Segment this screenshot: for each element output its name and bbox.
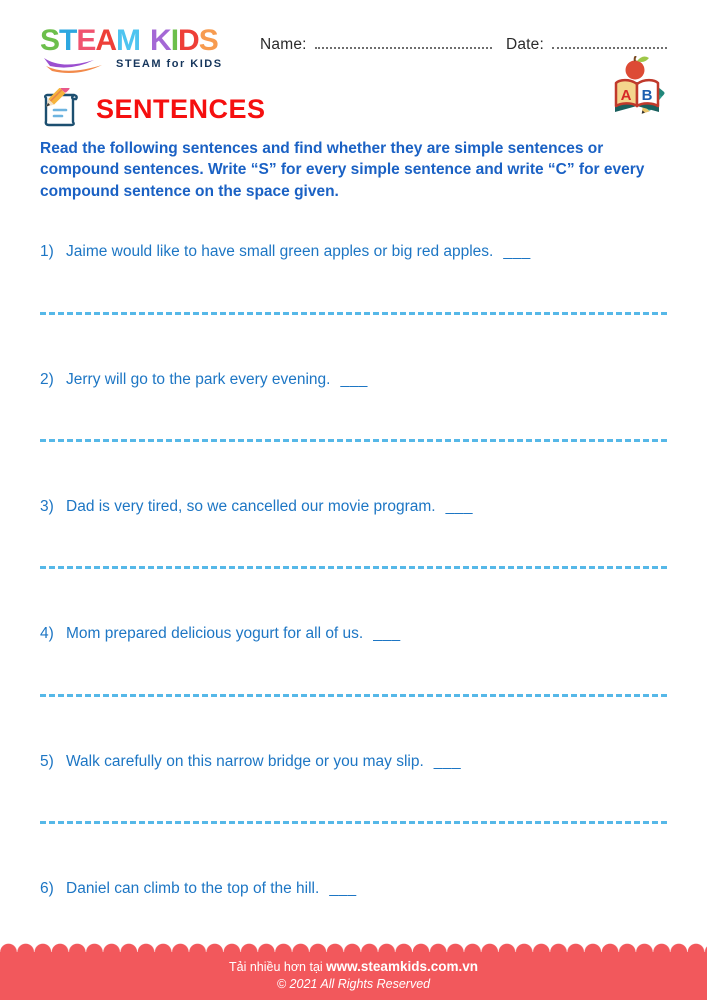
logo-letter: M <box>116 24 141 57</box>
pencil-note-icon <box>40 88 86 130</box>
logo-letter: D <box>178 24 199 57</box>
item-number: 5) <box>40 752 54 770</box>
dashed-divider <box>40 312 667 315</box>
logo-letter: I <box>170 24 179 57</box>
sentence-item-1 <box>40 242 667 261</box>
sentence-item-2 <box>40 370 667 389</box>
answer-blank: ___ <box>329 880 357 897</box>
item-number: 4) <box>40 625 54 643</box>
answer-blank: ___ <box>445 497 473 515</box>
sentence-item-4 <box>40 624 667 643</box>
item-text: Jerry will go to the park every evening. <box>66 370 331 388</box>
footer-website-url: www.steamkids.com.vn <box>326 959 478 974</box>
page-title: SENTENCES <box>96 93 266 124</box>
answer-blank: ___ <box>433 752 462 770</box>
svg-text:B: B <box>641 87 653 104</box>
answer-blank: ___ <box>340 370 368 388</box>
logo-letter: A <box>95 24 117 57</box>
logo-letter: S <box>198 24 218 57</box>
item-number: 2) <box>40 370 54 388</box>
abc-book-icon <box>607 56 667 120</box>
footer-download-text: Tải nhiều hơn tại <box>229 960 323 974</box>
dashed-divider <box>40 566 667 569</box>
answer-blank: ___ <box>373 625 401 643</box>
item-text: Walk carefully on this narrow bridge or you may slip. <box>66 752 424 770</box>
svg-text:A: A <box>620 87 632 104</box>
item-number: 1) <box>40 243 54 261</box>
name-field-line <box>315 36 492 49</box>
logo-tagline: STEAM for KIDS <box>116 58 223 70</box>
steam-kids-logo <box>40 26 260 74</box>
footer-download-line <box>0 959 707 974</box>
instructions-text: Read the following sentences and find whether they are simple sentences or compound sentences. Write “S” for every simple sentence and write “C” for every compound sentence on the space given. <box>40 140 645 200</box>
sentence-item-3 <box>40 497 667 516</box>
item-number: 6) <box>40 880 54 897</box>
sentence-item-6 <box>40 879 667 898</box>
footer-body <box>0 952 707 1000</box>
date-label: Date: <box>505 36 544 53</box>
logo-swoosh-icon <box>42 54 108 74</box>
name-date-row <box>260 36 667 54</box>
logo-letter: E <box>76 24 96 57</box>
footer-copyright: © 2021 All Rights Reserved <box>276 977 431 991</box>
name-label: Name: <box>260 36 307 53</box>
dashed-divider <box>40 821 667 824</box>
date-field-line <box>552 36 667 49</box>
dashed-divider <box>40 694 667 697</box>
answer-blank: ___ <box>503 243 531 261</box>
item-number: 3) <box>40 497 54 515</box>
footer <box>0 942 707 1000</box>
item-text: Mom prepared delicious yogurt for all of us. <box>66 625 364 643</box>
logo-wordmark <box>40 26 260 56</box>
item-text: Dad is very tired, so we cancelled our movie program. <box>66 497 436 515</box>
footer-scallop-edge <box>0 942 707 952</box>
sentence-list <box>40 242 667 898</box>
header <box>40 26 667 74</box>
sentence-item-5 <box>40 752 667 771</box>
logo-letter: S <box>40 24 60 57</box>
item-text: Jaime would like to have small green apples or big red apples. <box>66 243 494 261</box>
item-text: Daniel can climb to the top of the hill. <box>66 880 320 897</box>
logo-letter: T <box>59 24 77 57</box>
title-row <box>40 88 667 130</box>
dashed-divider <box>40 439 667 442</box>
logo-letter: K <box>150 24 171 57</box>
